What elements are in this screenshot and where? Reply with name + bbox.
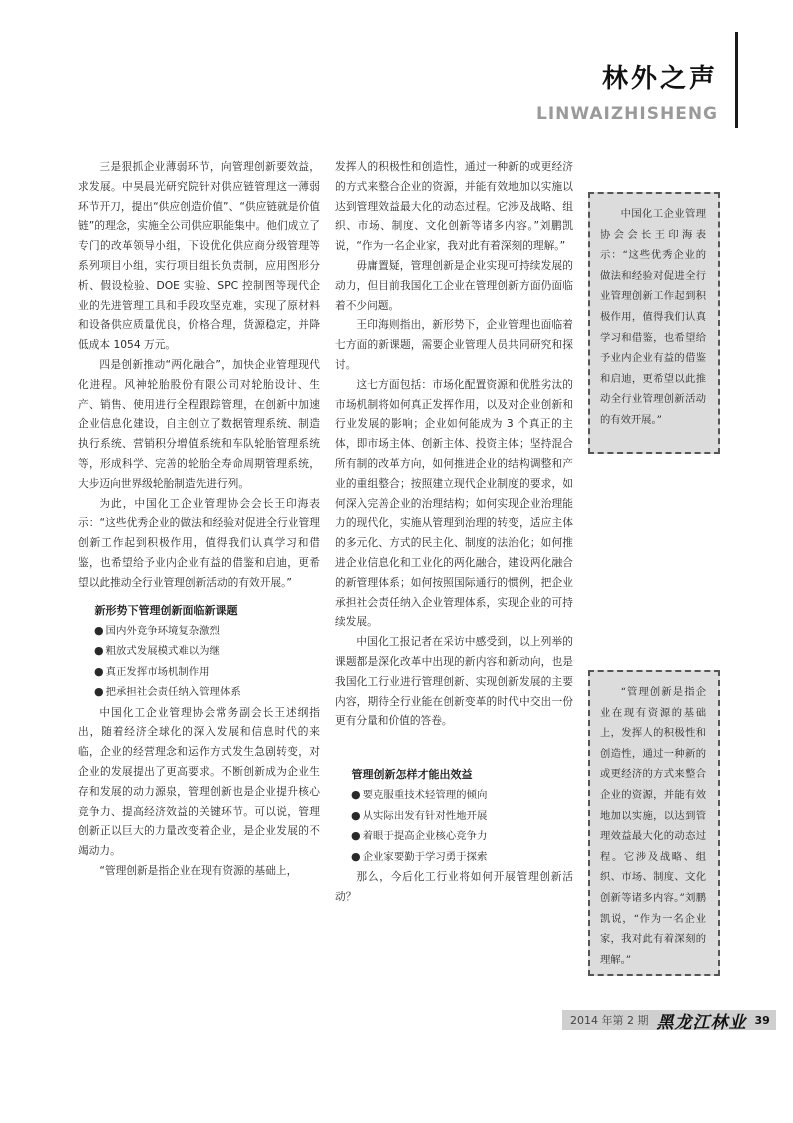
pull-quote-text: “管理创新是指企业在现有资源的基础上，发挥人的积极性和创造性，通过一种新的或更经济的方式来整合企业的资源，并能有效地加以实施，以达到管理效益最大化的动态过程。它涉及战略、组织、市场、制度、文化创新等诸多内容。”刘鹏凯说，“作为一名企业家，我对此有着深刻的理解。” [600, 686, 706, 966]
paragraph: 这七方面包括：市场化配置资源和优胜劣汰的市场机制将如何真正发挥作用，以及对企业创新和行业发展的影响；企业如何能成为 3 个真正的主体，即市场主体、创新主体、投资主体；坚持混合所有制的改革方向，如何推进企业的结构调整和产业的重组整合；按照建立现代企业制度的要求，如何深入完善企业的治理结构；如何实现企业治理能力的现代化，实施从管理到治理的转变，适应主体的多元化、方式的民主化、制度的法治化；如何推进企业信息化和工业化的两化融合，建设两化融合的新管理体系；如何按照国际通行的惯例，把企业承担社会责任纳入企业管理体系，实现企业的可持续发展。 [335, 377, 573, 629]
bullet-list [78, 621, 320, 703]
bullet-icon: ● [351, 849, 361, 863]
paragraph: 毋庸置疑，管理创新是企业实现可持续发展的动力，但目前我国化工企业在管理创新方面仍面临着不少问题。 [335, 258, 573, 312]
publication-logo: 黑龙江林业 [656, 1012, 747, 1033]
paragraph: “管理创新是指企业在现有资源的基础上， [99, 863, 298, 877]
bullet-icon: ● [94, 644, 104, 658]
page-footer [562, 1010, 776, 1033]
list-item: ● 要克服重技术轻管理的倾向 [351, 788, 488, 802]
paragraph: 那么，今后化工行业将如何开展管理创新活动？ [335, 870, 573, 903]
list-item: ● 真正发挥市场机制作用 [94, 664, 210, 678]
header-vertical-rule [735, 32, 738, 128]
bullet-icon: ● [351, 808, 361, 822]
subheading: 管理创新怎样才能出效益 [351, 768, 473, 782]
article-column-middle [335, 157, 573, 907]
pull-quote-text: 中国化工企业管理协会会长王印海表示：“这些优秀企业的做法和经验对促进全行业管理创新工作起到积极作用，值得我们认真学习和借鉴，也希望给予业内企业有益的借鉴和启迪，更希望以此推动全行业管理创新活动的有效开展。” [600, 208, 706, 426]
list-item: ● 国内外竞争环境复杂激烈 [94, 623, 220, 637]
paragraph: 发挥人的积极性和创造性，通过一种新的或更经济的方式来整合企业的资源，并能有效地加以实施以达到管理效益最大化的动态过程。它涉及战略、组织、市场、制度、文化创新等诸多内容。”刘鹏凯说，“作为一名企业家，我对此有着深刻的理解。” [335, 160, 573, 253]
subheading: 新形势下管理创新面临新课题 [94, 603, 238, 617]
bullet-list [335, 785, 573, 867]
bullet-icon: ● [94, 685, 104, 699]
list-item: ● 把承担社会责任纳入管理体系 [94, 685, 241, 699]
pull-quote-box [588, 670, 720, 976]
section-title: 林外之声 [601, 64, 718, 94]
issue-label: 2014 年第 2 期 [570, 1014, 649, 1027]
bullet-icon: ● [94, 623, 104, 637]
article-column-left [78, 157, 320, 881]
list-item: ● 从实际出发有针对性地开展 [351, 808, 488, 822]
bullet-icon: ● [94, 664, 104, 678]
paragraph: 三是狠抓企业薄弱环节，向管理创新要效益，求发展。中昊晨光研究院针对供应链管理这一薄弱环节开刀，提出“供应创造价值”、“供应链就是价值链”的理念，实施全公司供应职能集中。他们成立了专门的改革领导小组，下设优化供应商分级管理等系列项目小组，实行项目组长负责制，应用图形分析、假设检验、DOE 实验、SPC 控制图等现代企业的先进管理工具和手段攻坚克难，实现了原材料和设备供应质量优良，价格合理，货源稳定，并降低成本 1054 万元。 [78, 160, 320, 352]
section-subtitle: LINWAIZHISHENG [536, 104, 718, 124]
list-item: ● 粗放式发展模式难以为继 [94, 644, 220, 658]
paragraph: 四是创新推动“两化融合”，加快企业管理现代化进程。风神轮胎股份有限公司对轮胎设计、生产、销售、使用进行全程跟踪管理，在创新中加速企业信息化建设，自主创立了数据管理系统、制造执行系统、营销积分增值系统和车队轮胎管理系统等，形成科学、完善的轮胎全寿命周期管理系统，大步迈向世界级轮胎制造先进行列。 [78, 357, 320, 490]
list-item: ● 企业家要勤于学习勇于探索 [351, 849, 488, 863]
paragraph: 中国化工报记者在采访中感受到，以上列举的课题都是深化改革中出现的新内容和新动向，也是我国化工行业进行管理创新、实现创新发展的主要内容，期待全行业能在创新变革的时代中交出一份更有分量和价值的答卷。 [335, 635, 573, 728]
paragraph: 中国化工企业管理协会常务副会长王述纲指出，随着经济全球化的深入发展和信息时代的来临，企业的经营理念和运作方式发生急剧转变，对企业的发展提出了更高要求。不断创新成为企业生存和发展的动力源泉，管理创新也是企业提升核心竞争力、提高经济效益的关键环节。可以说，管理创新正以巨大的力量改变着企业，是企业发展的不竭动力。 [78, 705, 320, 858]
paragraph: 为此，中国化工企业管理协会会长王印海表示：“这些优秀企业的做法和经验对促进全行业管理创新工作起到积极作用，值得我们认真学习和借鉴，也希望给予业内企业有益的借鉴和启迪，更希望以此推动全行业管理创新活动的有效开展。” [78, 496, 320, 589]
pull-quote-box [588, 192, 720, 454]
bullet-icon: ● [351, 829, 361, 843]
bullet-icon: ● [351, 788, 361, 802]
paragraph: 王印海则指出，新形势下，企业管理也面临着七方面的新课题，需要企业管理人员共同研究和探讨。 [335, 318, 573, 371]
page-number: 39 [754, 1013, 770, 1027]
list-item: ● 着眼于提高企业核心竞争力 [351, 829, 488, 843]
